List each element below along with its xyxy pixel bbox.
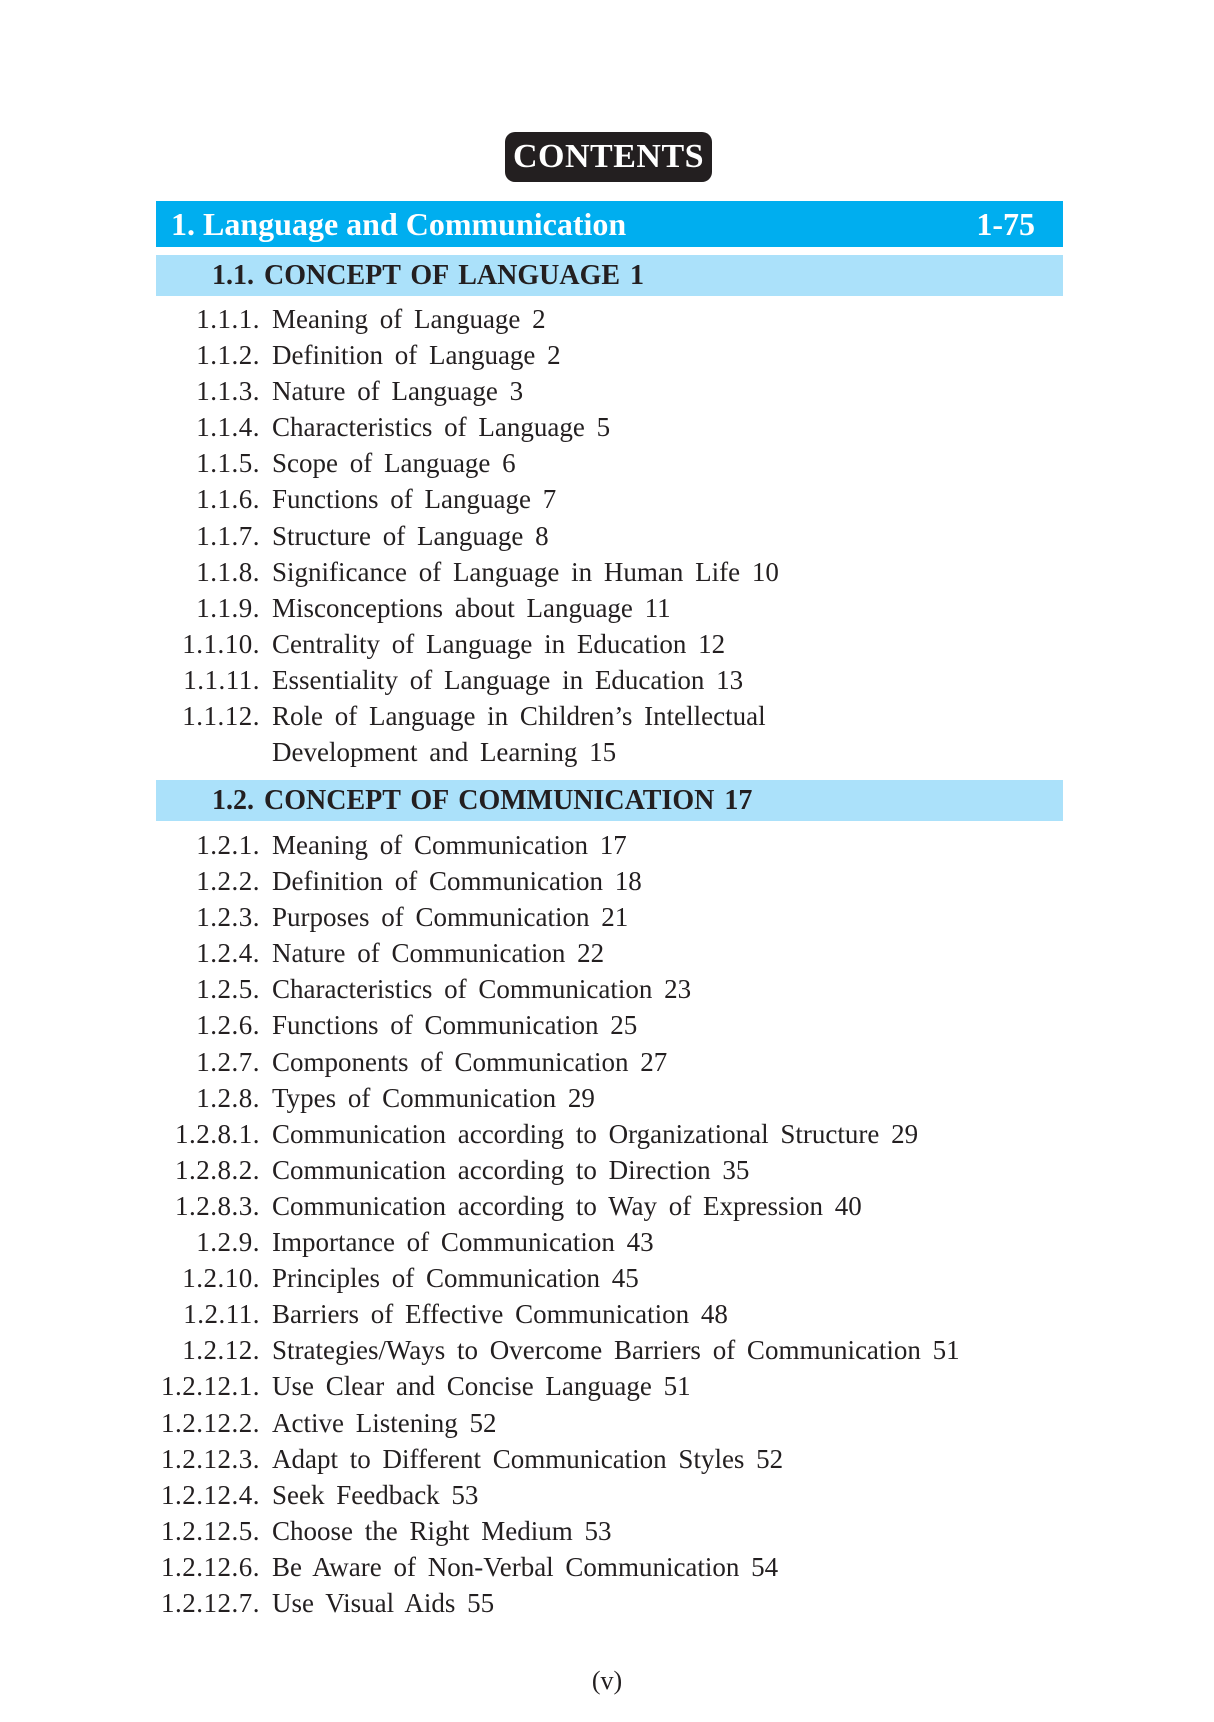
entry-number: 1.1.5. bbox=[196, 448, 260, 479]
entry-number: 1.1.3. bbox=[196, 376, 260, 407]
toc-entry bbox=[0, 971, 1214, 1007]
section-heading-text: 1.2. CONCEPT OF COMMUNICATION 17 bbox=[212, 785, 753, 816]
entry-number: 1.1.10. bbox=[182, 628, 260, 659]
entry-number: 1.1.4. bbox=[196, 412, 260, 443]
entry-number: 1.1.12. bbox=[182, 701, 260, 732]
entry-title: Definition of Communication 18 bbox=[272, 866, 642, 897]
toc-entry bbox=[0, 373, 1214, 409]
entry-number: 1.2.8.2. bbox=[175, 1154, 260, 1185]
entry-title: Components of Communication 27 bbox=[272, 1046, 668, 1077]
entry-number: 1.2.9. bbox=[196, 1227, 260, 1258]
entry-title: Role of Language in Children’s Intellectual bbox=[272, 701, 766, 732]
entry-title: Misconceptions about Language 11 bbox=[272, 592, 671, 623]
toc-entry bbox=[0, 1549, 1214, 1585]
entry-number: 1.2.7. bbox=[196, 1046, 260, 1077]
entry-title: Communication according to Organizational Structure 29 bbox=[272, 1118, 919, 1149]
entry-title: Use Visual Aids 55 bbox=[272, 1587, 495, 1618]
section-heading-text: 1.1. CONCEPT OF LANGUAGE 1 bbox=[212, 260, 645, 291]
toc-entry bbox=[0, 409, 1214, 445]
entry-number: 1.2.3. bbox=[196, 902, 260, 933]
toc-entry bbox=[0, 445, 1214, 481]
entry-title: Be Aware of Non-Verbal Communication 54 bbox=[272, 1551, 779, 1582]
entry-title: Use Clear and Concise Language 51 bbox=[272, 1371, 691, 1402]
entry-number: 1.2.12. bbox=[182, 1335, 260, 1366]
toc-entry bbox=[0, 590, 1214, 626]
entry-number: 1.2.12.5. bbox=[161, 1515, 260, 1546]
toc-entry bbox=[0, 1405, 1214, 1441]
toc-entry bbox=[0, 1188, 1214, 1224]
toc-entry bbox=[0, 1513, 1214, 1549]
page-number: (v) bbox=[591, 1666, 623, 1695]
entry-number: 1.2.12.3. bbox=[161, 1443, 260, 1474]
entry-number: 1.2.11. bbox=[183, 1299, 260, 1330]
entry-number: 1.2.8.1. bbox=[175, 1118, 260, 1149]
entry-title: Barriers of Effective Communication 48 bbox=[272, 1299, 728, 1330]
entry-title: Nature of Communication 22 bbox=[272, 938, 605, 969]
entry-title: Structure of Language 8 bbox=[272, 520, 549, 551]
toc-entry bbox=[0, 863, 1214, 899]
entry-title: Choose the Right Medium 53 bbox=[272, 1515, 612, 1546]
entry-title: Purposes of Communication 21 bbox=[272, 902, 629, 933]
toc-entry bbox=[0, 1044, 1214, 1080]
chapter-pages: 1-75 bbox=[976, 206, 1035, 242]
entry-title: Characteristics of Language 5 bbox=[272, 412, 611, 443]
toc-entry bbox=[0, 1296, 1214, 1332]
toc-entry bbox=[0, 662, 1214, 698]
entry-title: Adapt to Different Communication Styles 52 bbox=[272, 1443, 784, 1474]
toc-entry bbox=[0, 1368, 1214, 1404]
entry-number: 1.2.6. bbox=[196, 1010, 260, 1041]
entry-number: 1.1.7. bbox=[196, 520, 260, 551]
toc-entry bbox=[0, 899, 1214, 935]
entry-number: 1.1.6. bbox=[196, 484, 260, 515]
toc-entry bbox=[0, 481, 1214, 517]
entry-number: 1.1.9. bbox=[196, 592, 260, 623]
toc-entry bbox=[0, 554, 1214, 590]
entry-title: Types of Communication 29 bbox=[272, 1082, 595, 1113]
entry-title: Scope of Language 6 bbox=[272, 448, 516, 479]
entry-title: Communication according to Way of Expression 40 bbox=[272, 1190, 862, 1221]
toc-entry bbox=[0, 337, 1214, 373]
toc-list bbox=[0, 827, 1214, 1621]
entry-number: 1.2.12.1. bbox=[161, 1371, 260, 1402]
toc-entry bbox=[0, 518, 1214, 554]
toc-entry bbox=[0, 827, 1214, 863]
entry-title: Meaning of Language 2 bbox=[272, 304, 546, 334]
entry-title: Importance of Communication 43 bbox=[272, 1227, 654, 1258]
entry-title: Functions of Language 7 bbox=[272, 484, 557, 515]
toc-entry bbox=[0, 1477, 1214, 1513]
section-heading bbox=[156, 255, 1063, 296]
toc-entry bbox=[0, 1332, 1214, 1368]
entry-number: 1.2.4. bbox=[196, 938, 260, 969]
toc-list bbox=[0, 301, 1214, 770]
chapter-title: 1. Language and Communication bbox=[171, 206, 627, 242]
entry-title: Nature of Language 3 bbox=[272, 376, 524, 407]
entry-title: Communication according to Direction 35 bbox=[272, 1154, 750, 1185]
chapter-header bbox=[156, 201, 1063, 247]
toc-entry bbox=[0, 935, 1214, 971]
toc-entry bbox=[0, 1260, 1214, 1296]
entry-number: 1.2.8.3. bbox=[175, 1190, 260, 1221]
entry-title: Characteristics of Communication 23 bbox=[272, 974, 692, 1005]
toc-entry bbox=[0, 301, 1214, 337]
toc-entry bbox=[0, 1007, 1214, 1043]
entry-title: Definition of Language 2 bbox=[272, 340, 561, 371]
toc-entry bbox=[0, 1224, 1214, 1260]
entry-number: 1.2.12.2. bbox=[161, 1407, 260, 1438]
toc-entry bbox=[0, 1585, 1214, 1621]
entry-title: Functions of Communication 25 bbox=[272, 1010, 638, 1041]
toc-entry bbox=[0, 626, 1214, 662]
entry-number: 1.1.8. bbox=[196, 556, 260, 587]
toc-entry bbox=[0, 1080, 1214, 1116]
entry-number: 1.1.11. bbox=[183, 664, 260, 695]
entry-title: Significance of Language in Human Life 10 bbox=[272, 556, 779, 587]
entry-title: Strategies/Ways to Overcome Barriers of Communication 51 bbox=[272, 1335, 960, 1366]
entry-number: 1.2.5. bbox=[196, 974, 260, 1005]
entry-title: Meaning of Communication 17 bbox=[272, 830, 627, 860]
toc-entry bbox=[0, 1116, 1214, 1152]
entry-number: 1.2.12.6. bbox=[161, 1551, 260, 1582]
entry-title: Centrality of Language in Education 12 bbox=[272, 628, 726, 659]
entry-number: 1.1.1. bbox=[196, 304, 260, 334]
entry-number: 1.2.1. bbox=[196, 830, 260, 860]
entry-number: 1.2.2. bbox=[196, 866, 260, 897]
entry-number: 1.2.12.4. bbox=[161, 1479, 260, 1510]
entry-title: Principles of Communication 45 bbox=[272, 1263, 639, 1294]
section-heading bbox=[156, 780, 1063, 821]
toc-entry bbox=[0, 698, 1214, 734]
entry-title: Active Listening 52 bbox=[272, 1407, 497, 1438]
entry-number: 1.2.8. bbox=[196, 1082, 260, 1113]
toc-entry bbox=[0, 1152, 1214, 1188]
page-title: CONTENTS bbox=[505, 132, 712, 182]
entry-number: 1.2.10. bbox=[182, 1263, 260, 1294]
entry-title: Development and Learning 15 bbox=[272, 737, 617, 768]
entry-title: Seek Feedback 53 bbox=[272, 1479, 479, 1510]
toc-entry bbox=[0, 734, 1214, 770]
entry-title: Essentiality of Language in Education 13 bbox=[272, 664, 744, 695]
toc-entry bbox=[0, 1441, 1214, 1477]
entry-number: 1.1.2. bbox=[196, 340, 260, 371]
entry-number: 1.2.12.7. bbox=[161, 1587, 260, 1618]
